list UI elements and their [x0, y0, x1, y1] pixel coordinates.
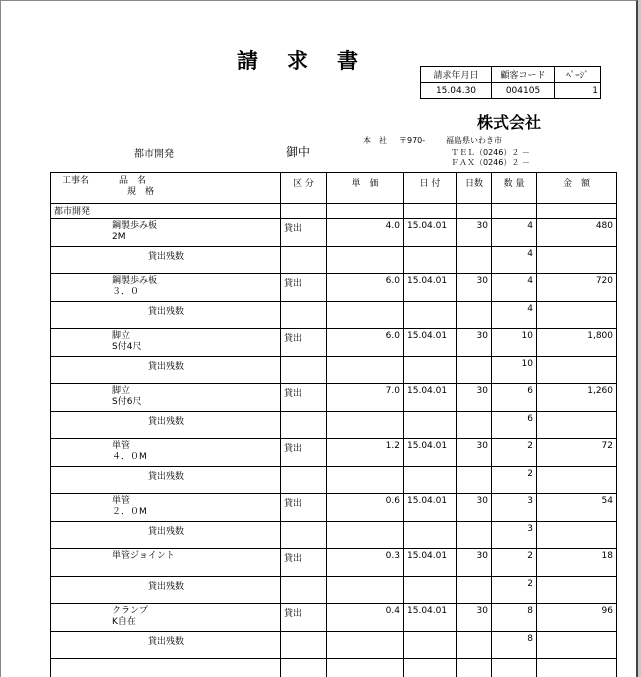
- remaining-qty: 2: [492, 576, 537, 604]
- table-row: [51, 274, 617, 302]
- remaining-row: [51, 301, 617, 329]
- header-tanka: 単 価: [327, 173, 404, 204]
- item-qty: 6: [492, 384, 537, 412]
- item-spec: ３．０: [112, 287, 140, 297]
- item-qty: 2: [492, 549, 537, 577]
- item-qty: 4: [492, 274, 537, 302]
- table-row: [51, 384, 617, 412]
- empty-cell: [51, 659, 281, 677]
- item-days: 30: [457, 384, 492, 412]
- customer-code-header: 顧客コード: [492, 67, 555, 83]
- remaining-qty: 4: [492, 246, 537, 274]
- empty-cell: [281, 204, 327, 219]
- empty-cell: [537, 301, 617, 329]
- remaining-qty: 8: [492, 631, 537, 659]
- page-number-header: ﾍﾟｰｼﾞ: [555, 67, 601, 83]
- empty-cell: [327, 576, 404, 604]
- empty-cell: [457, 301, 492, 329]
- office-label: 本 社: [363, 136, 387, 145]
- item-kubun: 貸出: [281, 329, 327, 357]
- item-name-cell: [51, 604, 281, 632]
- item-days: 30: [457, 219, 492, 247]
- item-date: 15.04.01: [404, 439, 457, 467]
- empty-cell: [404, 204, 457, 219]
- table-row: [51, 604, 617, 632]
- customer-name: 都市開発: [134, 149, 174, 160]
- item-amount: 720: [537, 274, 617, 302]
- empty-cell: [457, 631, 492, 659]
- document-title: [237, 45, 387, 75]
- postal-code: 〒970-: [399, 136, 426, 145]
- empty-cell: [457, 576, 492, 604]
- table-row: [51, 549, 617, 577]
- item-kubun: 貸出: [281, 274, 327, 302]
- item-qty: 4: [492, 219, 537, 247]
- empty-cell: [404, 246, 457, 274]
- header-nissu: 日数: [457, 173, 492, 204]
- header-hinmei: 品 名: [119, 176, 147, 186]
- item-name: 単管: [112, 441, 131, 451]
- item-price: 4.0: [327, 219, 404, 247]
- item-qty: 2: [492, 439, 537, 467]
- empty-cell: [327, 301, 404, 329]
- table-row: [51, 439, 617, 467]
- remaining-qty: 2: [492, 466, 537, 494]
- empty-cell: [457, 204, 492, 219]
- header-kubun: 区 分: [281, 173, 327, 204]
- invoice-date-value: 15.04.30: [421, 83, 492, 99]
- section-label: 都市開発: [51, 204, 281, 219]
- empty-cell: [537, 576, 617, 604]
- empty-cell: [327, 204, 404, 219]
- company-fax: ＦＡＸ（0246）２ －: [451, 158, 530, 167]
- item-name: 鋼製歩み板: [112, 221, 158, 231]
- header-kingaku: 金 額: [537, 173, 617, 204]
- empty-cell: [457, 659, 492, 677]
- item-name-cell: [51, 219, 281, 247]
- remaining-label: 貸出残数: [51, 631, 281, 659]
- item-date: 15.04.01: [404, 604, 457, 632]
- empty-cell: [281, 576, 327, 604]
- empty-cell: [537, 659, 617, 677]
- customer-code-value: 004105: [492, 83, 555, 99]
- item-name-cell: [51, 329, 281, 357]
- empty-cell: [537, 631, 617, 659]
- item-price: 0.4: [327, 604, 404, 632]
- item-days: 30: [457, 274, 492, 302]
- empty-cell: [457, 246, 492, 274]
- item-kubun: 貸出: [281, 494, 327, 522]
- empty-row: [51, 659, 617, 677]
- company-address: 福島県いわき市: [446, 136, 502, 145]
- item-name-cell: [51, 439, 281, 467]
- item-amount: 18: [537, 549, 617, 577]
- title-char: 請: [237, 49, 259, 73]
- table-header-row: [51, 173, 617, 204]
- remaining-label: 貸出残数: [51, 576, 281, 604]
- empty-cell: [492, 204, 537, 219]
- remaining-qty: 6: [492, 411, 537, 439]
- remaining-row: [51, 356, 617, 384]
- remaining-label: 貸出残数: [51, 246, 281, 274]
- empty-cell: [537, 246, 617, 274]
- invoice-table-body: [51, 204, 617, 677]
- item-kubun: 貸出: [281, 219, 327, 247]
- empty-cell: [327, 411, 404, 439]
- item-name: 単管ジョイント: [112, 551, 175, 561]
- empty-cell: [327, 659, 404, 677]
- empty-cell: [492, 659, 537, 677]
- item-date: 15.04.01: [404, 274, 457, 302]
- empty-cell: [537, 411, 617, 439]
- company-name: 株式会社: [477, 113, 542, 132]
- empty-cell: [457, 411, 492, 439]
- item-kubun: 貸出: [281, 439, 327, 467]
- remaining-row: [51, 521, 617, 549]
- item-amount: 1,260: [537, 384, 617, 412]
- empty-cell: [457, 356, 492, 384]
- page-number-value: 1: [555, 83, 601, 99]
- item-days: 30: [457, 604, 492, 632]
- item-qty: 10: [492, 329, 537, 357]
- empty-cell: [327, 466, 404, 494]
- table-row: [51, 219, 617, 247]
- empty-cell: [537, 356, 617, 384]
- item-amount: 1,800: [537, 329, 617, 357]
- table-row: [51, 494, 617, 522]
- invoice-table: [50, 172, 617, 677]
- remaining-row: [51, 246, 617, 274]
- invoice-info-box: [420, 66, 601, 99]
- empty-cell: [281, 466, 327, 494]
- item-qty: 8: [492, 604, 537, 632]
- item-kubun: 貸出: [281, 604, 327, 632]
- section-row: [51, 204, 617, 219]
- empty-cell: [281, 521, 327, 549]
- item-amount: 72: [537, 439, 617, 467]
- item-kubun: 貸出: [281, 549, 327, 577]
- item-price: 6.0: [327, 329, 404, 357]
- remaining-row: [51, 576, 617, 604]
- remaining-row: [51, 411, 617, 439]
- item-spec: K自在: [112, 617, 136, 627]
- item-date: 15.04.01: [404, 494, 457, 522]
- item-days: 30: [457, 494, 492, 522]
- remaining-row: [51, 631, 617, 659]
- item-qty: 3: [492, 494, 537, 522]
- empty-cell: [281, 631, 327, 659]
- item-name: 鋼製歩み板: [112, 276, 158, 286]
- item-name: 脚立: [112, 331, 131, 341]
- empty-cell: [281, 301, 327, 329]
- item-name-cell: [51, 494, 281, 522]
- header-kouji: 工事名: [62, 176, 90, 186]
- empty-cell: [404, 411, 457, 439]
- item-kubun: 貸出: [281, 384, 327, 412]
- empty-cell: [457, 521, 492, 549]
- empty-cell: [327, 356, 404, 384]
- remaining-label: 貸出残数: [51, 521, 281, 549]
- empty-cell: [404, 466, 457, 494]
- empty-cell: [281, 356, 327, 384]
- company-tel: ＴＥＬ（0246）２ －: [451, 148, 530, 157]
- empty-cell: [281, 659, 327, 677]
- remaining-row: [51, 466, 617, 494]
- item-spec: ２．０M: [112, 507, 147, 517]
- remaining-qty: 10: [492, 356, 537, 384]
- honorific: 御中: [286, 145, 311, 159]
- item-date: 15.04.01: [404, 384, 457, 412]
- remaining-qty: 4: [492, 301, 537, 329]
- item-name: 脚立: [112, 386, 131, 396]
- empty-cell: [404, 356, 457, 384]
- empty-cell: [281, 411, 327, 439]
- item-name: クランプ: [112, 606, 149, 616]
- item-spec: S付4尺: [112, 342, 142, 352]
- remaining-label: 貸出残数: [51, 356, 281, 384]
- item-name-cell: [51, 384, 281, 412]
- remaining-label: 貸出残数: [51, 411, 281, 439]
- table-row: [51, 329, 617, 357]
- header-kikaku: 規 格: [127, 187, 155, 197]
- empty-cell: [327, 246, 404, 274]
- empty-cell: [537, 204, 617, 219]
- item-name: 単管: [112, 496, 131, 506]
- title-char: 書: [337, 49, 359, 73]
- header-hizuke: 日 付: [404, 173, 457, 204]
- item-amount: 54: [537, 494, 617, 522]
- remaining-qty: 3: [492, 521, 537, 549]
- item-name-cell: [51, 549, 281, 577]
- item-price: 0.3: [327, 549, 404, 577]
- item-price: 1.2: [327, 439, 404, 467]
- item-name-cell: [51, 274, 281, 302]
- empty-cell: [281, 246, 327, 274]
- remaining-label: 貸出残数: [51, 301, 281, 329]
- empty-cell: [537, 521, 617, 549]
- header-kouji-hinmei: [51, 173, 281, 204]
- item-days: 30: [457, 439, 492, 467]
- item-amount: 96: [537, 604, 617, 632]
- empty-cell: [327, 631, 404, 659]
- item-date: 15.04.01: [404, 549, 457, 577]
- item-days: 30: [457, 549, 492, 577]
- empty-cell: [404, 576, 457, 604]
- remaining-label: 貸出残数: [51, 466, 281, 494]
- item-price: 7.0: [327, 384, 404, 412]
- item-date: 15.04.01: [404, 329, 457, 357]
- empty-cell: [327, 521, 404, 549]
- empty-cell: [404, 301, 457, 329]
- empty-cell: [404, 631, 457, 659]
- item-date: 15.04.01: [404, 219, 457, 247]
- item-days: 30: [457, 329, 492, 357]
- empty-cell: [537, 466, 617, 494]
- item-spec: S付6尺: [112, 397, 142, 407]
- item-price: 0.6: [327, 494, 404, 522]
- empty-cell: [457, 466, 492, 494]
- empty-cell: [404, 659, 457, 677]
- item-spec: ４．０M: [112, 452, 147, 462]
- item-amount: 480: [537, 219, 617, 247]
- header-suryo: 数 量: [492, 173, 537, 204]
- item-price: 6.0: [327, 274, 404, 302]
- title-char: 求: [287, 49, 309, 73]
- invoice-date-header: 請求年月日: [421, 67, 492, 83]
- empty-cell: [404, 521, 457, 549]
- item-spec: 2M: [112, 232, 126, 242]
